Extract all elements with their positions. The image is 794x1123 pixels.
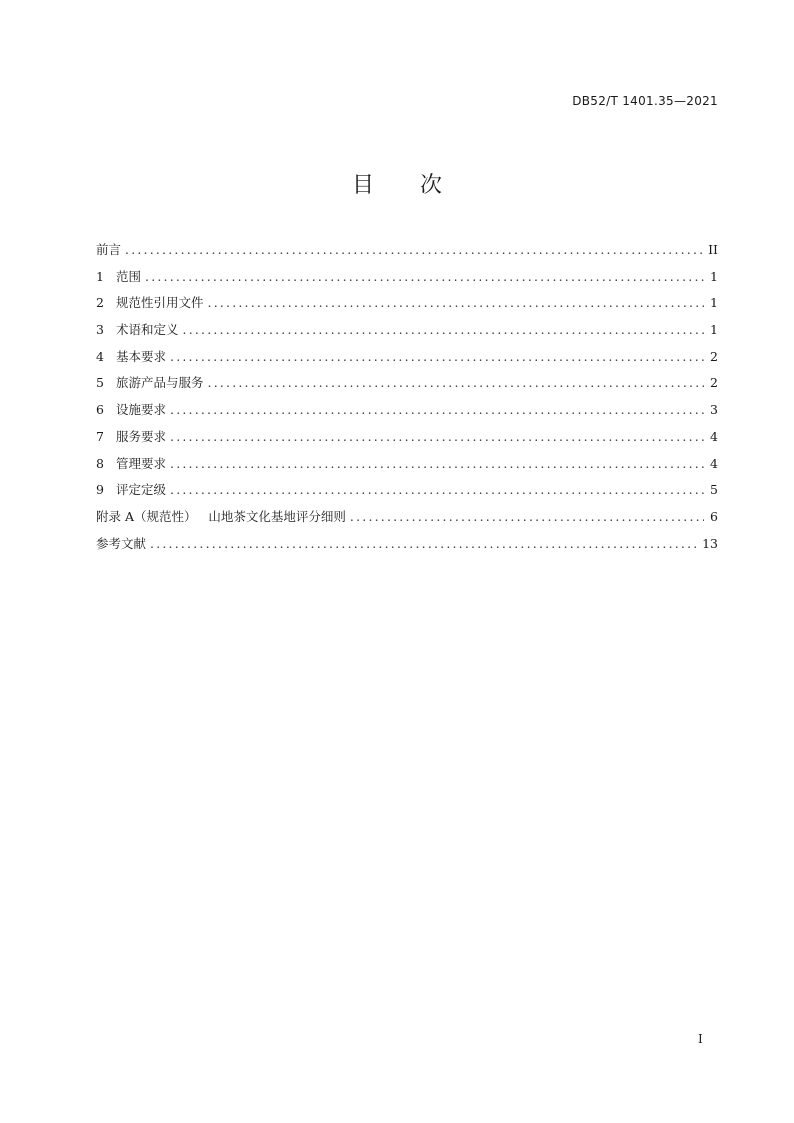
toc-leader-dots — [208, 293, 704, 313]
toc-entry-tourism-products[interactable] — [96, 373, 718, 400]
toc-entry-management-requirements[interactable] — [96, 454, 718, 481]
toc-entry-page: 3 — [710, 402, 718, 418]
toc-entry-label: 规范性引用文件 — [116, 295, 204, 311]
toc-entry-basic-requirements[interactable] — [96, 347, 718, 374]
toc-entry-facility-requirements[interactable] — [96, 400, 718, 427]
page-number: I — [698, 1032, 703, 1046]
toc-leader-dots — [170, 480, 704, 500]
toc-entry-label: 基本要求 — [116, 348, 167, 364]
table-of-contents — [96, 240, 718, 560]
toc-entry-scope[interactable] — [96, 267, 718, 294]
toc-entry-page: 1 — [710, 268, 718, 284]
toc-leader-dots — [208, 373, 704, 393]
toc-entry-number: 5 — [96, 375, 104, 391]
toc-leader-dots — [170, 454, 704, 474]
toc-entry-bibliography[interactable] — [96, 534, 718, 561]
toc-leader-dots — [170, 347, 704, 367]
toc-entry-number: 1 — [96, 268, 104, 284]
toc-entry-page: 6 — [710, 508, 718, 524]
toc-entry-page: 2 — [710, 375, 718, 391]
page-title: 目次 — [351, 173, 488, 198]
toc-entry-service-requirements[interactable] — [96, 427, 718, 454]
toc-leader-dots — [125, 240, 704, 260]
toc-entry-label: 前言 — [96, 242, 122, 257]
toc-entry-page: 4 — [710, 428, 718, 444]
toc-entry-normative-references[interactable] — [96, 293, 718, 320]
toc-leader-dots — [170, 400, 704, 420]
toc-leader-dots — [145, 267, 704, 287]
toc-entry-number: 7 — [96, 428, 104, 444]
toc-entry-page: 1 — [710, 295, 718, 311]
toc-entry-page: II — [708, 242, 718, 257]
toc-leader-dots — [170, 427, 704, 447]
toc-entry-label: 术语和定义 — [116, 322, 179, 338]
toc-entry-page: 5 — [710, 482, 718, 498]
toc-entry-number: 3 — [96, 322, 104, 338]
toc-leader-dots — [150, 534, 698, 554]
toc-entry-label: 旅游产品与服务 — [116, 375, 204, 391]
toc-entry-appendix-a[interactable] — [96, 507, 718, 534]
toc-entry-label: 设施要求 — [116, 402, 167, 418]
toc-entry-terms-definitions[interactable] — [96, 320, 718, 347]
toc-entry-number: 6 — [96, 402, 104, 418]
toc-entry-number: 8 — [96, 455, 104, 471]
toc-entry-label: 范围 — [116, 268, 142, 284]
toc-entry-number: 9 — [96, 482, 104, 498]
toc-entry-page: 2 — [710, 348, 718, 364]
toc-entry-page: 4 — [710, 455, 718, 471]
toc-entry-label: 参考文献 — [96, 535, 147, 551]
toc-entry-label: 管理要求 — [116, 455, 167, 471]
toc-entry-number: 2 — [96, 295, 104, 311]
toc-entry-page: 13 — [702, 535, 718, 551]
toc-entry-foreword[interactable] — [96, 240, 718, 267]
toc-leader-dots — [350, 507, 704, 527]
toc-entry-page: 1 — [710, 322, 718, 338]
toc-entry-number: 4 — [96, 348, 104, 364]
toc-entry-label: 附录 A（规范性） 山地茶文化基地评分细则 — [96, 508, 346, 524]
document-code: DB52/T 1401.35—2021 — [572, 94, 718, 108]
toc-entry-rating[interactable] — [96, 480, 718, 507]
toc-leader-dots — [183, 320, 704, 340]
toc-entry-label: 评定定级 — [116, 482, 167, 498]
toc-entry-label: 服务要求 — [116, 428, 167, 444]
